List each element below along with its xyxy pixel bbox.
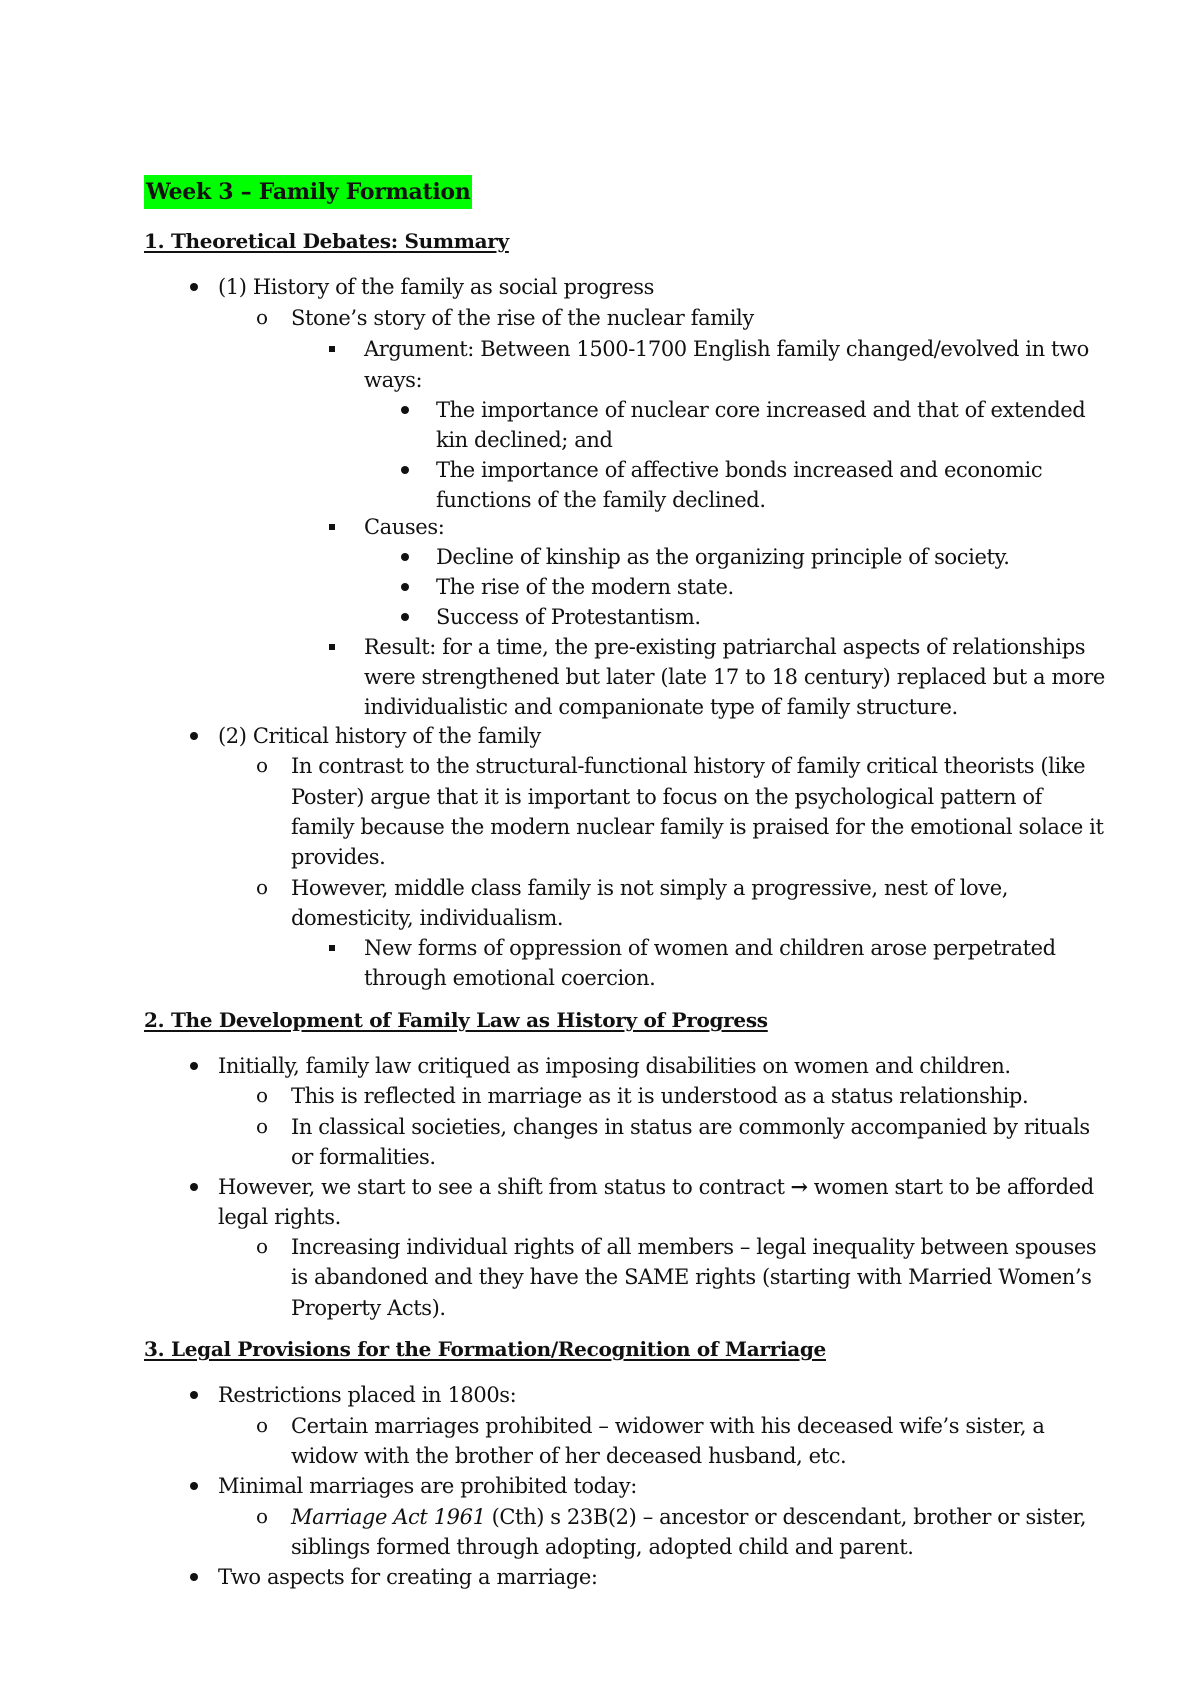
list-item-text: Property Acts). <box>291 1296 446 1320</box>
list-item-bullet: o <box>256 1234 269 1258</box>
list-item-text: siblings formed through adopting, adopted child and parent. <box>291 1535 914 1559</box>
list-item-text: Certain marriages prohibited – widower with his deceased wife’s sister, a <box>291 1414 1045 1438</box>
list-item-text: Increasing individual rights of all members – legal inequality between spouses <box>291 1235 1097 1259</box>
list-item-bullet <box>329 945 335 951</box>
list-item-bullet <box>401 553 409 561</box>
list-item-bullet <box>190 1482 198 1490</box>
list-item-text: Restrictions placed in 1800s: <box>218 1383 517 1407</box>
page-title: Week 3 – Family Formation <box>144 175 472 209</box>
list-item-text: through emotional coercion. <box>364 966 656 990</box>
list-item-text: Minimal marriages are prohibited today: <box>218 1474 637 1498</box>
list-item-bullet <box>190 1573 198 1581</box>
list-item-text: In classical societies, changes in status are commonly accompanied by rituals <box>291 1115 1090 1139</box>
list-item-bullet: o <box>256 1114 269 1138</box>
list-item-bullet <box>401 466 409 474</box>
list-item-text <box>291 1504 1086 1530</box>
list-item-text: individualistic and companionate type of family structure. <box>364 695 958 719</box>
list-item-text: (2) Critical history of the family <box>218 724 541 748</box>
list-item-text <box>218 1174 1094 1200</box>
list-item-bullet <box>190 1183 198 1191</box>
list-item-text: widow with the brother of her deceased husband, etc. <box>291 1444 847 1468</box>
list-item-text: Result: for a time, the pre-existing patriarchal aspects of relationships <box>364 635 1086 659</box>
list-item-bullet: o <box>256 1504 269 1528</box>
list-item-text: Stone’s story of the rise of the nuclear family <box>291 306 754 330</box>
list-item-bullet <box>329 346 335 352</box>
list-item-bullet <box>401 406 409 414</box>
list-item-text: Initially, family law critiqued as imposing disabilities on women and children. <box>218 1054 1011 1078</box>
list-item-text: kin declined; and <box>436 428 613 452</box>
list-item-text: provides. <box>291 845 386 869</box>
list-item-bullet <box>190 1062 198 1070</box>
list-item-text: Poster) argue that it is important to focus on the psychological pattern of <box>291 785 1042 809</box>
list-item-text: Two aspects for creating a marriage: <box>218 1565 598 1589</box>
list-item-text: (1) History of the family as social progress <box>218 275 654 299</box>
statute-name: Marriage Act 1961 <box>291 1505 486 1529</box>
list-item-text: However, middle class family is not simply a progressive, nest of love, <box>291 876 1009 900</box>
list-item-text: In contrast to the structural-functional history of family critical theorists (like <box>291 754 1086 778</box>
list-item-bullet <box>190 732 198 740</box>
list-item-text: functions of the family declined. <box>436 488 766 512</box>
list-item-bullet <box>401 583 409 591</box>
list-item-text: This is reflected in marriage as it is understood as a status relationship. <box>291 1084 1029 1108</box>
list-item-text: women start to be afforded <box>813 1175 1094 1199</box>
list-item-text: or formalities. <box>291 1145 436 1169</box>
list-item-bullet <box>190 1391 198 1399</box>
arrow-icon: → <box>790 1174 808 1199</box>
list-item-text: The rise of the modern state. <box>436 575 734 599</box>
list-item-text: were strengthened but later (late 17 to 18 century) replaced but a more <box>364 665 1105 689</box>
list-item-bullet <box>329 644 335 650</box>
list-item-text: However, we start to see a shift from status to contract <box>218 1175 785 1199</box>
list-item-bullet <box>329 524 335 530</box>
list-item-text: Argument: Between 1500-1700 English family changed/evolved in two <box>364 337 1089 361</box>
list-item-text: New forms of oppression of women and children arose perpetrated <box>364 936 1056 960</box>
section-heading: 1. Theoretical Debates: Summary <box>144 229 509 253</box>
list-item-text: Decline of kinship as the organizing principle of society. <box>436 545 1010 569</box>
list-item-text: The importance of nuclear core increased and that of extended <box>436 398 1086 422</box>
list-item-text: The importance of affective bonds increased and economic <box>436 458 1043 482</box>
list-item-bullet: o <box>256 1413 269 1437</box>
list-item-text: (Cth) s 23B(2) – ancestor or descendant, brother or sister, <box>491 1505 1087 1529</box>
list-item-bullet: o <box>256 1083 269 1107</box>
list-item-text: domesticity, individualism. <box>291 906 564 930</box>
list-item-bullet: o <box>256 875 269 899</box>
list-item-bullet: o <box>256 753 269 777</box>
list-item-bullet <box>401 613 409 621</box>
list-item-text: family because the modern nuclear family is praised for the emotional solace it <box>291 815 1104 839</box>
list-item-text: ways: <box>364 368 423 392</box>
list-item-text: Causes: <box>364 515 445 539</box>
list-item-bullet: o <box>256 305 269 329</box>
list-item-text: Success of Protestantism. <box>436 605 701 629</box>
list-item-bullet <box>190 283 198 291</box>
list-item-text: is abandoned and they have the SAME rights (starting with Married Women’s <box>291 1265 1092 1289</box>
section-heading: 3. Legal Provisions for the Formation/Recognition of Marriage <box>144 1337 826 1361</box>
list-item-text: legal rights. <box>218 1205 341 1229</box>
section-heading: 2. The Development of Family Law as History of Progress <box>144 1008 768 1032</box>
